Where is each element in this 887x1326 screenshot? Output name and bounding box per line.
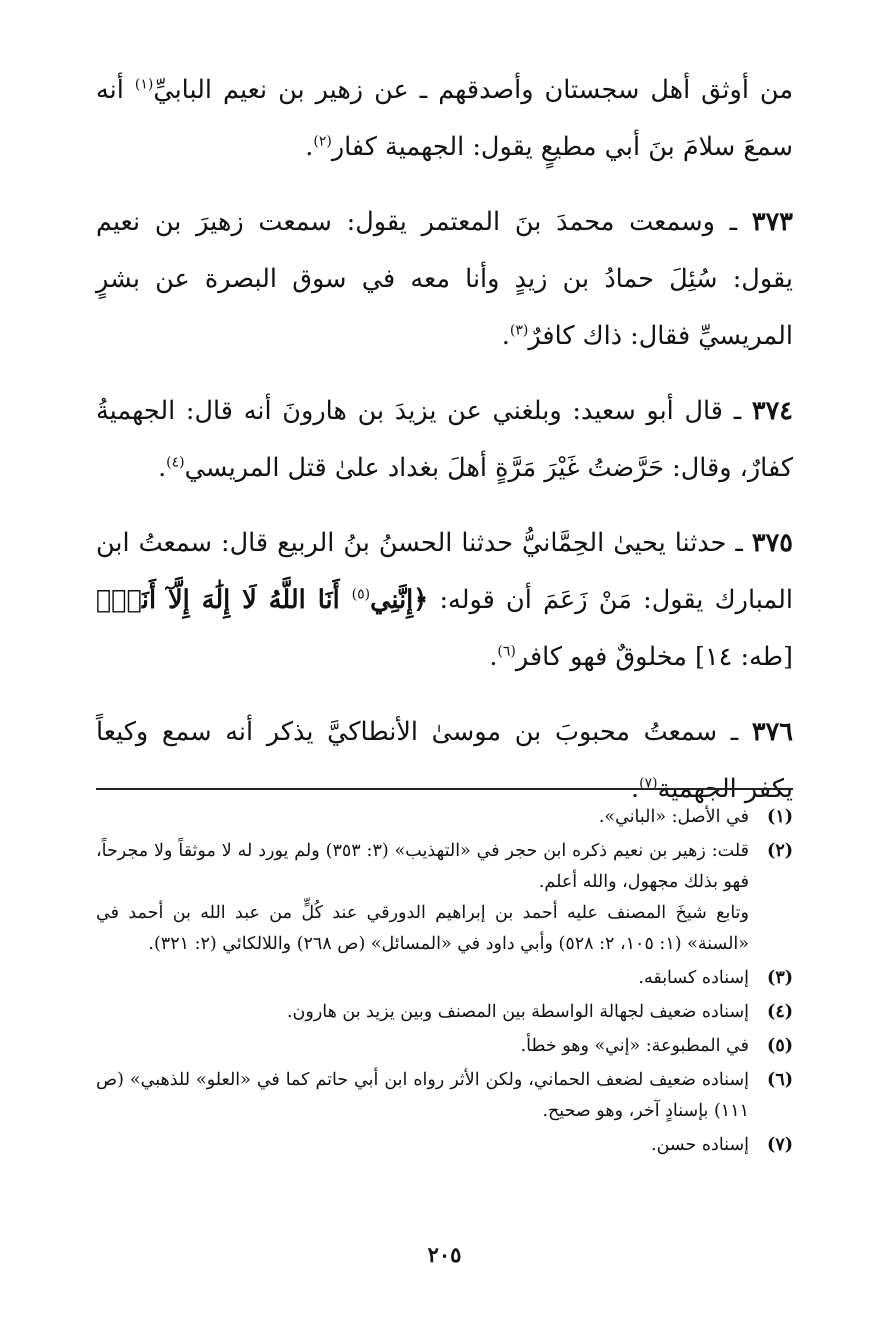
footnote-number: (٥) <box>767 1036 793 1056</box>
footnote-line: إسناده كسابقه. <box>638 968 749 988</box>
footnote-ref[interactable]: (١) <box>134 76 154 93</box>
footnote-ref[interactable]: (٤) <box>166 454 185 471</box>
paragraph-text: من أوثق أهل سجستان وأصدقهم ـ عن زهير بن نعيم البابيِّ <box>153 75 793 105</box>
footnote-ref[interactable]: (٣) <box>509 322 529 339</box>
paragraph-text: ـ سمعتُ محبوبَ بن موسىٰ الأنطاكيَّ يذكر أنه سمع وكيعاً يكفر الجهمية <box>96 717 793 804</box>
footnote-text <box>96 1031 749 1062</box>
book-page <box>96 62 793 1302</box>
paragraph-text: . <box>630 774 640 804</box>
paragraph-text: ـ وسمعت محمدَ بنَ المعتمر يقول: سمعت زهيرَ بن نعيم يقول: سُئِلَ حمادُ بن زيدٍ وأنا معه في سوق البصرة عن بشرٍ المريسيِّ فقال: ذاك كافرٌ <box>96 207 793 351</box>
footnote-number: (٢) <box>767 841 793 861</box>
quran-verse: أَنَا اللَّهُ لَا إِلَٰهَ إِلَّآ أَنَا۠﴾ <box>96 585 352 615</box>
footnote-text <box>96 997 749 1028</box>
footnote-7 <box>96 1130 793 1161</box>
footnote-number: (٤) <box>767 1002 793 1022</box>
footnote-line: قلت: زهير بن نعيم ذكره ابن حجر في «التهذيب» (٣: ٣٥٣) ولم يورد له لا موثقاً ولا مجرحاً، فهو بذلك مجهول، والله أعلم. <box>96 841 749 892</box>
narration-373 <box>96 194 793 365</box>
footnote-4 <box>96 997 793 1028</box>
footnote-divider <box>96 788 793 790</box>
quran-verse: ﴿إِنَّنِي <box>370 585 429 615</box>
footnote-5 <box>96 1031 793 1062</box>
page-number: ٢٠٥ <box>427 1242 462 1267</box>
footnote-text <box>96 963 749 994</box>
footnote-line: إسناده ضعيف لجهالة الواسطة بين المصنف وبين يزيد بن هارون. <box>286 1002 749 1022</box>
footnote-1 <box>96 802 793 833</box>
footnote-line: في المطبوعة: «إني» وهو خطأ. <box>520 1036 749 1056</box>
footnote-ref[interactable]: (٥) <box>351 586 371 603</box>
narration-number: ٣٧٦ <box>751 717 793 747</box>
paragraph-text: ـ قال أبو سعيد: وبلغني عن يزيدَ بن هارونَ أنه قال: الجهميةُ كفارٌ، وقال: حَرَّضتُ غَيْرَ مَرَّةٍ أهلَ بغداد علىٰ قتل المريسي <box>96 396 793 483</box>
footnote-line: في الأصل: «الباني». <box>598 807 749 827</box>
footnote-ref[interactable]: (٢) <box>313 133 332 150</box>
paragraph-text: . <box>305 132 314 162</box>
footnote-2 <box>96 836 793 960</box>
footnote-number: (٦) <box>767 1070 793 1090</box>
paragraph-text: . <box>489 642 498 672</box>
paragraph-text: ـ حدثنا يحيىٰ الحِمَّانيُّ حدثنا الحسنُ بنُ الربيع قال: سمعتُ ابن المبارك يقول: مَنْ زَعَمَ أن قوله: <box>96 528 793 615</box>
narration-374 <box>96 383 793 497</box>
footnote-line: وتابع شيخَ المصنف عليه أحمد بن إبراهيم الدورقي عند كُلٍّ من عبد الله بن أحمد في «السنة» (١: ١٠٥، ٢: ٥٢٨) وأبي داود في «المسائل» (ص ٢٦٨) واللالكائي (٢: ٣٢١). <box>96 903 749 954</box>
narration-number: ٣٧٥ <box>751 528 793 558</box>
footnote-text <box>96 1130 749 1161</box>
footnote-ref[interactable]: (٧) <box>639 775 658 792</box>
footnote-number: (١) <box>767 807 793 827</box>
narration-number: ٣٧٤ <box>751 396 793 426</box>
paragraph-text: أنه سمعَ سلامَ بنَ أبي مطيعٍ يقول: الجهمية كفار <box>96 75 793 162</box>
footnote-line: إسناده حسن. <box>651 1135 749 1155</box>
footnote-text <box>96 802 749 833</box>
footnote-number: (٣) <box>767 968 793 988</box>
footnote-number: (٧) <box>767 1135 793 1155</box>
footnote-text <box>96 1065 749 1127</box>
narration-number: ٣٧٣ <box>751 207 793 237</box>
narration-375 <box>96 515 793 686</box>
footnote-3 <box>96 963 793 994</box>
footnote-line: إسناده ضعيف لضعف الحماني، ولكن الأثر رواه ابن أبي حاتم كما في «العلو» للذهبي» (ص ١١١) بإسنادٍ آخر، وهو صحيح. <box>96 1070 749 1121</box>
paragraph-continuation <box>96 62 793 176</box>
footnotes <box>96 802 793 1164</box>
footnote-6 <box>96 1065 793 1127</box>
footnote-ref[interactable]: (٦) <box>497 643 516 660</box>
footnote-text <box>96 836 749 960</box>
narration-376 <box>96 704 793 818</box>
paragraph-text: . <box>158 453 167 483</box>
paragraph-text: [طه: ١٤] مخلوقٌ فهو كافر <box>515 642 793 672</box>
paragraph-text: . <box>501 321 510 351</box>
